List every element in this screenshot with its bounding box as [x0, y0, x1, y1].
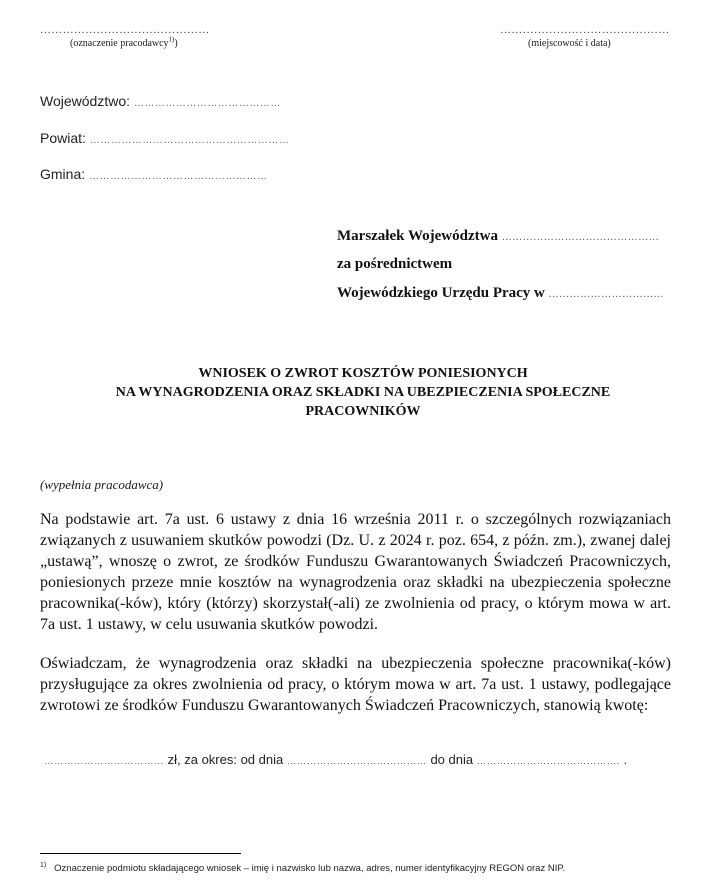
amount-dots: ……………………………… — [44, 756, 164, 767]
footnote-marker: 1) — [40, 861, 47, 869]
addressee-dots: …………………………… — [548, 289, 665, 300]
addressee-dots: ……………………………………… — [501, 232, 660, 243]
date-to-dots: ……………………………………. — [476, 756, 620, 767]
place-date-label: (miejscowość i data) — [528, 38, 611, 49]
field-dots: …………………………………… — [133, 98, 281, 109]
employer-label-text: (oznaczenie pracodawcy — [70, 38, 169, 49]
paragraph-declaration: Oświadczam, że wynagrodzenia oraz składki na ubezpieczenia społeczne pracownika(-ków) przysługujące za okres zwolnienia od pracy, o którym mowa w art. 7a ust. 1 ustawy, podlegające zwrotowi ze środków Funduszu Gwarantowanych Świadczeń Pracowniczych, stanowią kwotę: — [40, 655, 671, 714]
line-end: . — [619, 752, 628, 767]
field-gmina — [40, 166, 268, 182]
footnote — [40, 863, 565, 874]
employer-label — [70, 35, 178, 49]
field-powiat — [40, 130, 289, 146]
field-label: Województwo: — [40, 93, 131, 109]
date-from-dots: …………………………………… — [286, 756, 427, 767]
footnote-ref: 1) — [168, 35, 175, 44]
footnote-text: Oznaczenie podmiotu składającego wniosek – imię i nazwisko lub nazwa, adres, numer identyfikacyjny REGON oraz NIP. — [54, 863, 566, 874]
field-wojewodztwo — [40, 93, 281, 109]
document-title — [40, 364, 686, 421]
employer-dots: ……………………………………… — [40, 24, 210, 36]
date-to-text: do dnia — [426, 752, 477, 767]
amount-text: zł, za okres: od dnia — [164, 752, 287, 767]
addressee-line-1 — [337, 228, 659, 245]
field-label: Powiat: — [40, 130, 86, 146]
title-line-3: PRACOWNIKÓW — [305, 404, 421, 419]
filled-by-note: (wypełnia pracodawca) — [40, 477, 164, 492]
field-dots: …………………………………………… — [89, 171, 268, 182]
addressee-text: Wojewódzkiego Urzędu Pracy w — [337, 285, 545, 301]
addressee-line-3 — [337, 285, 664, 302]
field-label: Gmina: — [40, 166, 86, 182]
addressee-line-2: za pośrednictwem — [337, 256, 453, 272]
employer-label-close: ) — [174, 38, 178, 49]
title-line-2: NA WYNAGRODZENIA ORAZ SKŁADKI NA UBEZPIECZENIA SPOŁECZNE — [115, 385, 611, 400]
place-date-dots: ……………………………………… — [500, 24, 670, 36]
field-dots: ………………………………………………… — [89, 135, 290, 146]
addressee-text: Marszałek Województwa — [337, 228, 498, 244]
footnote-separator — [40, 853, 241, 854]
paragraph-request: Na podstawie art. 7a ust. 6 ustawy z dnia 16 września 2011 r. o szczególnych rozwiązaniach związanych z usuwaniem skutków powodzi (Dz. U. z 2024 r. poz. 654, z późn. zm.), zwanej dalej „ustawą”, wnoszę o zwrot, ze środków Funduszu Gwarantowanych Świadczeń Pracowniczych, poniesionych przeze mnie kosztów na wynagrodzenia oraz składki na ubezpieczenia społeczne pracownika(-ków), który (którzy) skorzystał(-ali) ze zwolnienia od pracy, o którym mowa w art. 7a ust. 1 ustawy, w celu usuwania skutków powodzi. — [40, 511, 671, 633]
amount-period-line — [44, 752, 627, 767]
title-line-1: WNIOSEK O ZWROT KOSZTÓW PONIESIONYCH — [198, 366, 528, 381]
